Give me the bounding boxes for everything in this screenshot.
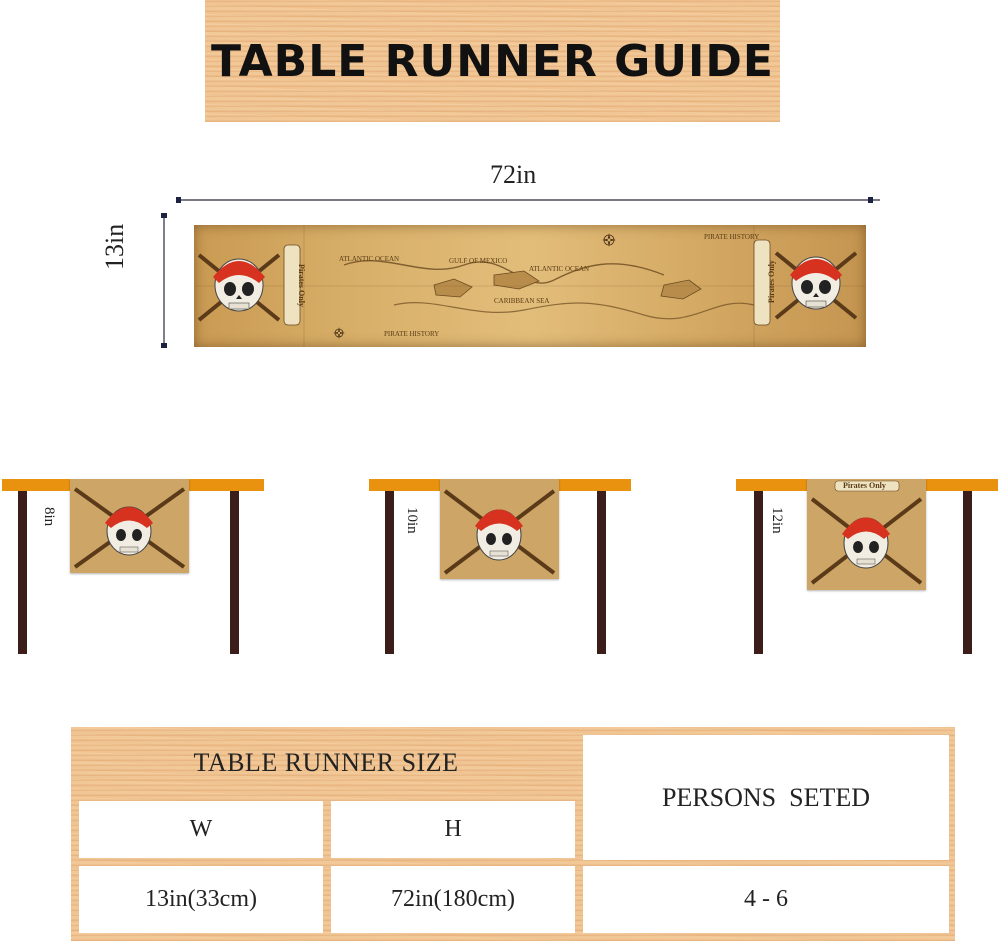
persons-seated-label: PERSONS SETED (661, 782, 871, 812)
table-drop-10in (369, 479, 631, 659)
persons-value-cell (583, 866, 949, 933)
table-leg (597, 491, 606, 654)
drop-label: 8in (41, 507, 57, 527)
table-leg (754, 491, 763, 654)
map-label: GULF OF MEXICO (449, 257, 508, 265)
size-table (71, 727, 955, 941)
height-header-label: H (444, 816, 462, 842)
height-column-header (331, 801, 575, 858)
width-column-header (79, 801, 323, 858)
compass-rose-icon (333, 327, 345, 339)
table-leg (230, 491, 239, 654)
map-label: PIRATE HISTORY (704, 233, 760, 241)
banner-text-right: Pirates Only (766, 260, 776, 303)
table-leg (18, 491, 27, 654)
banner-text-left: Pirates Only (296, 264, 306, 307)
compass-rose-icon (602, 233, 616, 247)
length-label: 72in (490, 160, 537, 189)
table-leg (963, 491, 972, 654)
width-value: 13in(33cm) (145, 886, 257, 912)
height-value-cell (331, 866, 575, 933)
table-drop-8in (2, 479, 264, 659)
height-value: 72in(180cm) (391, 886, 515, 912)
table-drop-12in (736, 479, 998, 659)
table-runner-image (194, 225, 866, 347)
skull-icon (440, 479, 559, 579)
runner-drop (70, 479, 189, 573)
treasure-map-print (194, 225, 866, 347)
map-label: ATLANTIC OCEAN (529, 265, 590, 273)
persons-value: 4 - 6 (744, 886, 788, 912)
width-value-cell (79, 866, 323, 933)
table-runner-size-header (71, 727, 581, 799)
table-leg (385, 491, 394, 654)
map-label: PIRATE HISTORY (384, 330, 440, 338)
skull-icon (199, 255, 279, 320)
width-header-label: W (189, 816, 213, 842)
drop-label: 10in (404, 507, 420, 534)
map-label: CARIBBEAN SEA (494, 297, 550, 305)
title-board (205, 0, 780, 122)
runner-drop (440, 479, 559, 579)
skull-icon (776, 253, 856, 318)
width-dimension-line (156, 210, 176, 352)
table-runner-size-label: TABLE RUNNER SIZE (193, 748, 459, 777)
page-title: TABLE RUNNER GUIDE (211, 35, 774, 87)
runner-drop (807, 479, 926, 590)
persons-seated-header (583, 735, 949, 860)
skull-icon (807, 479, 926, 590)
banner-text: Pirates Only (843, 481, 886, 490)
width-label: 13in (100, 223, 129, 270)
drop-label: 12in (769, 507, 785, 534)
skull-icon (70, 479, 189, 573)
map-label: ATLANTIC OCEAN (339, 255, 400, 263)
length-dimension-line (170, 190, 890, 210)
